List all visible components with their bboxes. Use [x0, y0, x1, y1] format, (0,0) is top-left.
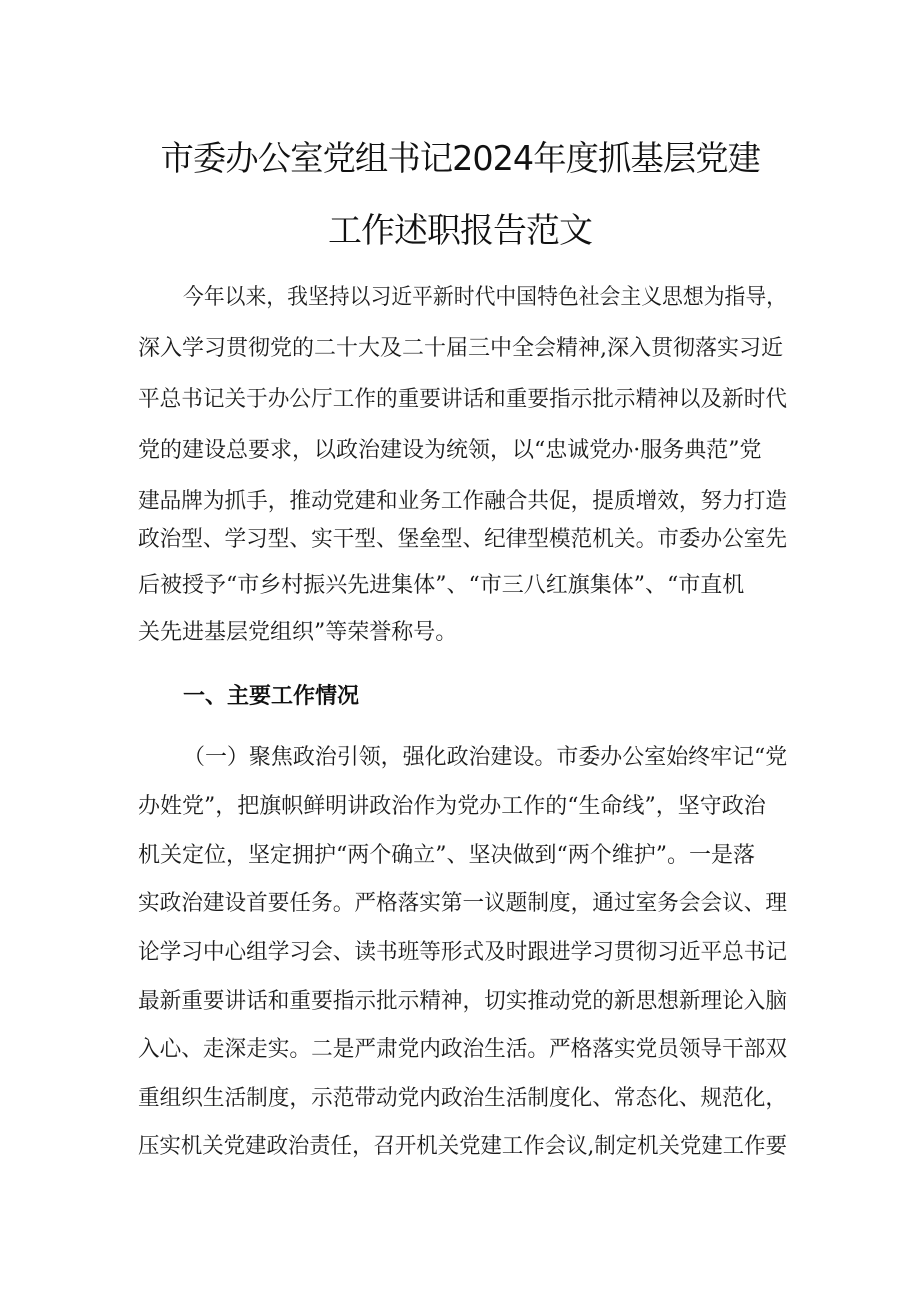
section-line: 办姓党”，把旗帜鲜明讲政治作为党办工作的“生命线”，坚守政治: [138, 794, 766, 819]
intro-line: 建品牌为抓手，推动党建和业务工作融合共促，提质增效，努力打造: [138, 489, 788, 514]
document-title-line-1: 市委办公室党组书记2024年度抓基层党建: [160, 139, 760, 179]
document-title-line-2: 工作述职报告范文: [328, 211, 592, 251]
section-line: 重组织生活制度，示范带动党内政治生活制度化、常态化、规范化，: [138, 1086, 788, 1111]
intro-line: 今年以来，我坚持以习近平新时代中国特色社会主义思想为指导，: [183, 285, 788, 310]
section-line: 最新重要讲话和重要指示批示精神，切实推动党的新思想新理论入脑: [138, 989, 788, 1014]
section-line: 入心、走深走实。二是严肃党内政治生活。严格落实党员领导干部双: [138, 1037, 788, 1062]
section-heading: 一、主要工作情况: [183, 684, 360, 709]
intro-line: 深入学习贯彻党的二十大及二十届三中全会精神,深入贯彻落实习近: [138, 336, 783, 361]
section-line: 机关定位，坚定拥护“两个确立”、坚决做到“两个维护”。一是落: [138, 843, 755, 868]
section-line: 论学习中心组学习会、读书班等形式及时跟进学习贯彻习近平总书记: [138, 940, 788, 965]
intro-line: 平总书记关于办公厅工作的重要讲话和重要指示批示精神以及新时代: [138, 387, 788, 412]
intro-line: 政治型、学习型、实干型、堡垒型、纪律型模范机关。市委办公室先: [138, 527, 788, 552]
intro-line: 党的建设总要求，以政治建设为统领，以“忠诚党办·服务典范”党: [138, 438, 762, 463]
section-line: 压实机关党建政治责任，召开机关党建工作会议,制定机关党建工作要: [138, 1134, 787, 1159]
intro-line: 后被授予“市乡村振兴先进集体”、“市三八红旗集体”、“市直机: [138, 573, 745, 598]
section-line: （一）聚焦政治引领，强化政治建设。市委办公室始终牢记“党: [183, 745, 788, 770]
intro-line: 关先进基层党组织”等荣誉称号。: [138, 620, 458, 645]
section-line: 实政治建设首要任务。严格落实第一议题制度，通过室务会会议、理: [138, 891, 788, 916]
